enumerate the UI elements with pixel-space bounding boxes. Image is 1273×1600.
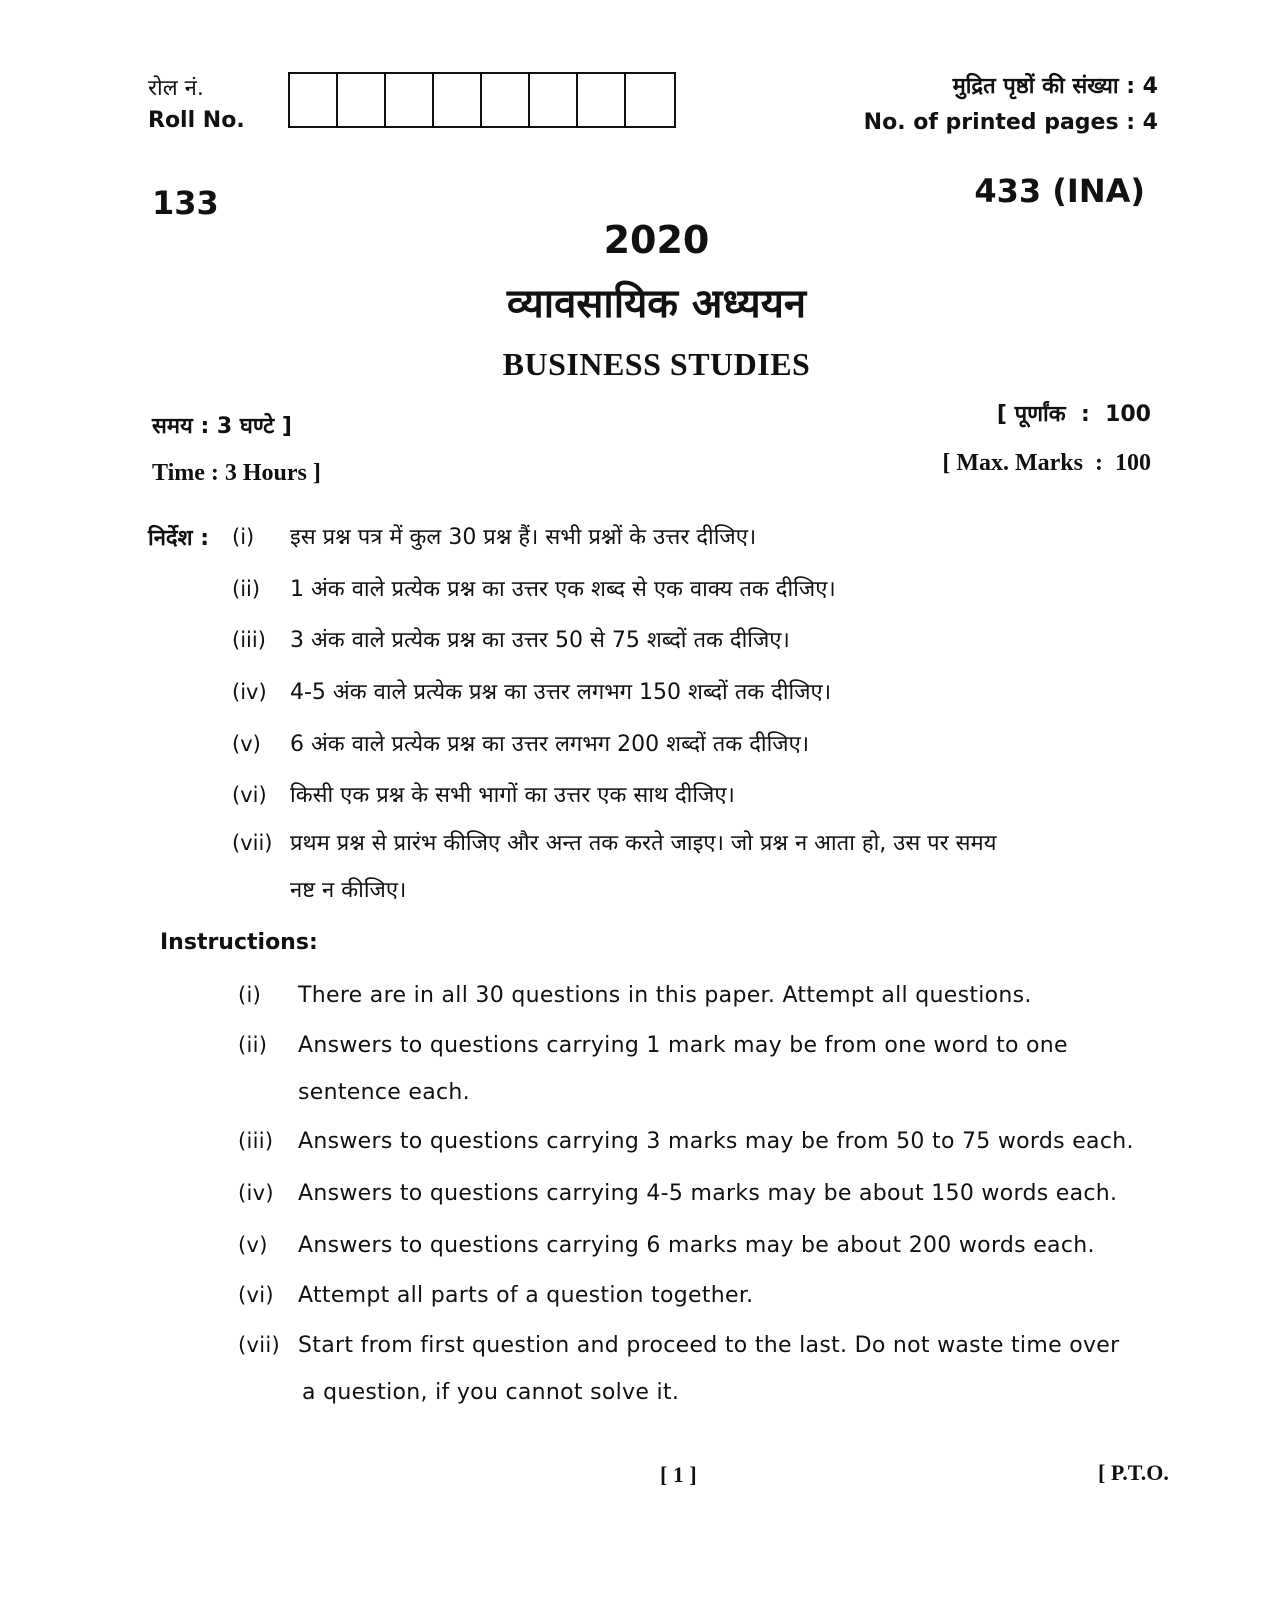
- item-number: (ii): [238, 1033, 268, 1057]
- roll-number-boxes[interactable]: [288, 72, 676, 128]
- item-number: (iv): [232, 680, 267, 704]
- item-text: Answers to questions carrying 3 marks may be from 50 to 75 words each.: [298, 1129, 1134, 1154]
- roll-box[interactable]: [482, 74, 530, 126]
- item-number: (ii): [232, 577, 261, 601]
- printed-pages-english: No. of printed pages : 4: [863, 110, 1158, 135]
- instruction-en-item: [238, 1330, 1119, 1361]
- item-number: (vii): [238, 1333, 280, 1357]
- instruction-hi-item: [232, 780, 735, 811]
- item-number: (iii): [232, 628, 266, 652]
- roll-box[interactable]: [338, 74, 386, 126]
- roll-box[interactable]: [290, 74, 338, 126]
- instruction-en-item-continued: a question, if you cannot solve it.: [302, 1380, 680, 1405]
- roll-label-english: Roll No.: [148, 108, 245, 133]
- instruction-hi-item: [232, 677, 831, 708]
- max-marks-hindi: [ पूर्णांक : 100: [996, 402, 1151, 427]
- roll-box[interactable]: [626, 74, 674, 126]
- pto-marker: [ P.T.O.: [1098, 1460, 1169, 1485]
- instruction-hi-item: [232, 625, 790, 656]
- instruction-en-item: [238, 1030, 1068, 1061]
- time-english: Time : 3 Hours ]: [152, 460, 321, 486]
- page-number: [ 1 ]: [660, 1462, 697, 1487]
- instruction-en-item-continued: sentence each.: [298, 1080, 470, 1105]
- instruction-hi-item: [232, 729, 809, 760]
- instruction-en-item: [238, 1126, 1134, 1157]
- item-text: इस प्रश्न पत्र में कुल 30 प्रश्न हैं। सभी प्रश्नों के उत्तर दीजिए।: [290, 525, 757, 550]
- item-number: (vi): [238, 1283, 274, 1307]
- instructions-label-hindi: निर्देश :: [148, 526, 210, 551]
- item-number: (i): [238, 983, 262, 1007]
- item-text: Answers to questions carrying 1 mark may be from one word to one: [298, 1033, 1068, 1058]
- roll-box[interactable]: [434, 74, 482, 126]
- roll-box[interactable]: [386, 74, 434, 126]
- item-text: 6 अंक वाले प्रत्येक प्रश्न का उत्तर लगभग 200 शब्दों तक दीजिए।: [290, 732, 810, 757]
- item-number: (vii): [232, 831, 273, 855]
- item-number: (v): [232, 732, 261, 756]
- item-text: Start from first question and proceed to the last. Do not waste time over: [298, 1333, 1120, 1358]
- item-text: 3 अंक वाले प्रत्येक प्रश्न का उत्तर 50 से 75 शब्दों तक दीजिए।: [290, 628, 790, 653]
- instruction-en-item: [238, 1178, 1117, 1209]
- item-number: (i): [232, 525, 255, 549]
- subject-title-hindi: व्यावसायिक अध्ययन: [506, 281, 807, 327]
- item-text: Attempt all parts of a question together.: [298, 1283, 754, 1308]
- instruction-en-item: [238, 1230, 1095, 1261]
- instruction-en-item: [238, 1280, 753, 1311]
- roll-label-hindi: रोल नं.: [148, 76, 204, 101]
- roll-box[interactable]: [578, 74, 626, 126]
- paper-code-right: 433 (INA): [974, 172, 1145, 210]
- instruction-hi-item: [232, 522, 756, 553]
- item-text: There are in all 30 questions in this paper. Attempt all questions.: [298, 983, 1032, 1008]
- roll-box[interactable]: [530, 74, 578, 126]
- printed-pages-hindi: मुद्रित पृष्ठों की संख्या : 4: [952, 74, 1158, 99]
- item-number: (iii): [238, 1129, 274, 1153]
- item-number: (iv): [238, 1181, 274, 1205]
- instruction-hi-item: [232, 574, 836, 605]
- item-text: Answers to questions carrying 4-5 marks may be about 150 words each.: [298, 1181, 1118, 1206]
- instruction-hi-item-continued: नष्ट न कीजिए।: [290, 878, 407, 903]
- paper-code-left: 133: [152, 184, 219, 222]
- exam-year: 2020: [603, 218, 710, 262]
- item-text: 4-5 अंक वाले प्रत्येक प्रश्न का उत्तर लगभग 150 शब्दों तक दीजिए।: [290, 680, 832, 705]
- instructions-label-english: Instructions:: [160, 930, 318, 955]
- time-hindi: समय : 3 घण्टे ]: [152, 414, 292, 439]
- item-text: 1 अंक वाले प्रत्येक प्रश्न का उत्तर एक शब्द से एक वाक्य तक दीजिए।: [290, 577, 836, 602]
- item-text: प्रथम प्रश्न से प्रारंभ कीजिए और अन्त तक करते जाइए। जो प्रश्न न आता हो, उस पर समय: [290, 831, 997, 856]
- subject-title-english: BUSINESS STUDIES: [502, 346, 811, 382]
- instruction-hi-item: [232, 828, 996, 859]
- instruction-en-item: [238, 980, 1032, 1011]
- max-marks-english: [ Max. Marks : 100: [942, 450, 1151, 476]
- item-text: Answers to questions carrying 6 marks may be about 200 words each.: [298, 1233, 1095, 1258]
- item-number: (v): [238, 1233, 268, 1257]
- item-text: किसी एक प्रश्न के सभी भागों का उत्तर एक साथ दीजिए।: [290, 783, 735, 808]
- item-number: (vi): [232, 783, 267, 807]
